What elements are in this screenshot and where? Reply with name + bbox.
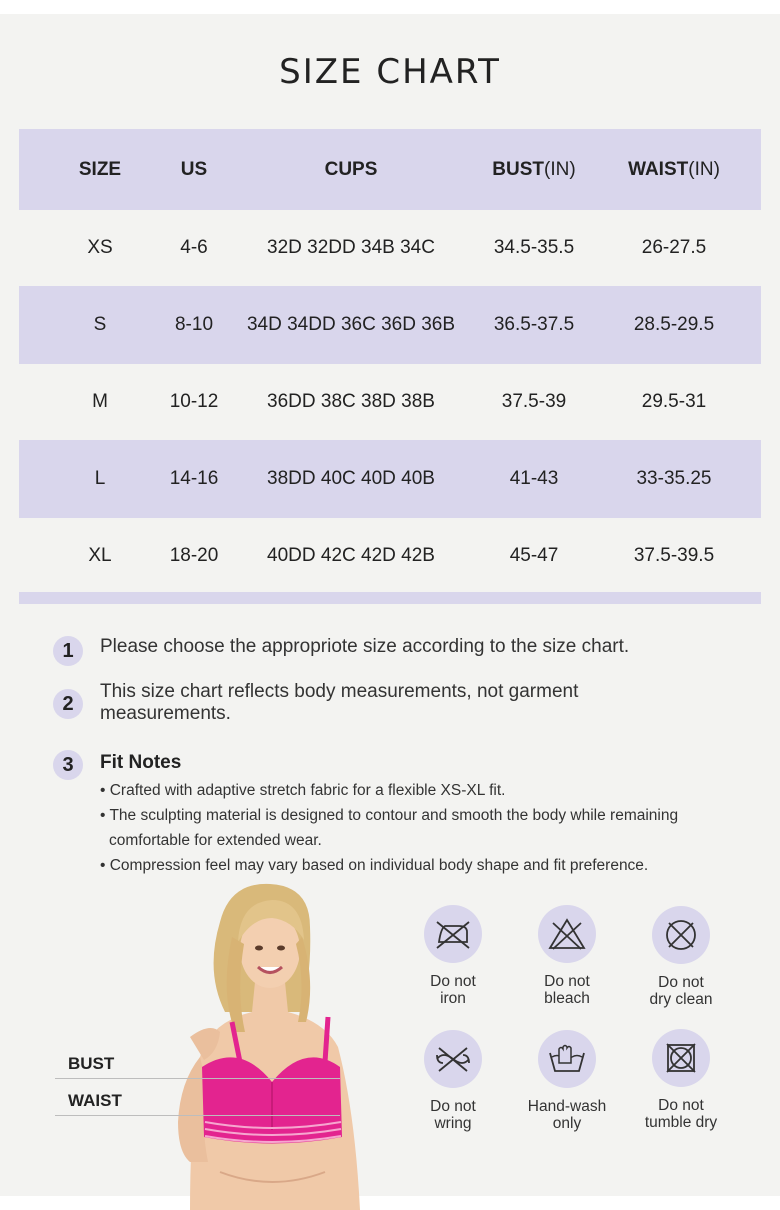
care-label: Do not dry clean xyxy=(649,974,713,1008)
table-row xyxy=(19,286,761,364)
cell-us: 18-20 xyxy=(169,545,219,566)
cell-size: XS xyxy=(87,237,113,258)
cell-cups: 38DD 40C 40D 40B xyxy=(267,468,435,489)
care-label: Do not iron xyxy=(430,973,476,1007)
fit-note-item: • Compression feel may vary based on individual body shape and fit preference. xyxy=(100,857,649,874)
care-label: Hand-wash only xyxy=(527,1098,607,1132)
cell-bust: 45-47 xyxy=(509,545,559,566)
cell-cups: 36DD 38C 38D 38B xyxy=(267,391,435,412)
note-number-badge: 2 xyxy=(53,689,83,719)
size-table xyxy=(19,129,761,594)
cell-size: S xyxy=(93,314,107,335)
no-iron-icon xyxy=(424,905,482,963)
cell-us: 10-12 xyxy=(169,391,219,412)
care-hand-wash xyxy=(507,1030,627,1132)
cell-waist: 29.5-31 xyxy=(641,391,707,412)
no-dry-clean-icon xyxy=(652,906,710,964)
cell-us: 4-6 xyxy=(180,237,208,258)
no-wring-icon xyxy=(424,1030,482,1088)
table-bottom-band xyxy=(19,592,761,604)
note-number-badge: 1 xyxy=(53,636,83,666)
no-tumble-dry-icon xyxy=(652,1029,710,1087)
header-us: US xyxy=(180,158,208,180)
cell-size: XL xyxy=(88,545,112,566)
bust-line xyxy=(55,1078,340,1079)
care-no-iron xyxy=(393,905,513,1007)
table-row xyxy=(19,364,761,440)
table-row xyxy=(19,210,761,286)
cell-waist: 33-35.25 xyxy=(636,468,712,489)
cell-bust: 41-43 xyxy=(509,468,559,489)
table-header-row xyxy=(19,129,761,210)
cell-bust: 37.5-39 xyxy=(501,391,567,412)
cell-size: L xyxy=(94,468,106,489)
care-no-dry-clean xyxy=(621,906,741,1008)
model-photo xyxy=(160,882,390,1210)
care-no-wring xyxy=(393,1030,513,1132)
header-cups: CUPS xyxy=(324,158,378,180)
cell-bust: 34.5-35.5 xyxy=(493,237,575,258)
fit-note-item: • The sculpting material is designed to contour and smooth the body while remaining comfortable for extended wear. xyxy=(100,807,679,849)
cell-cups: 32D 32DD 34B 34C xyxy=(267,237,435,258)
note-text: This size chart reflects body measurements, not garment measurements. xyxy=(100,681,579,724)
note-text: Please choose the appropriote size according to the size chart. xyxy=(100,636,630,657)
no-bleach-icon xyxy=(538,905,596,963)
cell-us: 14-16 xyxy=(169,468,219,489)
fit-note-item: • Crafted with adaptive stretch fabric for a flexible XS-XL fit. xyxy=(100,782,506,799)
fit-notes-list xyxy=(100,778,740,878)
waist-label: WAIST xyxy=(68,1091,122,1110)
table-row xyxy=(19,440,761,518)
header-size: SIZE xyxy=(78,158,122,180)
cell-bust: 36.5-37.5 xyxy=(493,314,575,335)
cell-us: 8-10 xyxy=(174,314,214,335)
care-label: Do not bleach xyxy=(544,973,590,1007)
care-label: Do not wring xyxy=(430,1098,476,1132)
hand-wash-icon xyxy=(538,1030,596,1088)
header-waist: WAIST (IN) xyxy=(628,158,720,180)
cell-cups: 34D 34DD 36C 36D 36B xyxy=(246,314,456,335)
cell-cups: 40DD 42C 42D 42B xyxy=(267,545,435,566)
page-title: SIZE CHART xyxy=(279,52,501,92)
cell-waist: 26-27.5 xyxy=(641,237,707,258)
header-bust: BUST (IN) xyxy=(492,158,576,180)
cell-size: M xyxy=(92,391,108,412)
waist-line xyxy=(55,1115,340,1116)
size-chart-page xyxy=(0,14,780,1196)
care-no-tumble-dry xyxy=(621,1029,741,1131)
fit-notes-title: Fit Notes xyxy=(100,752,182,773)
bust-label: BUST xyxy=(68,1054,115,1073)
cell-waist: 28.5-29.5 xyxy=(633,314,715,335)
care-no-bleach xyxy=(507,905,627,1007)
note-number-badge: 3 xyxy=(53,750,83,780)
table-row xyxy=(19,518,761,594)
care-label: Do not tumble dry xyxy=(644,1097,718,1131)
cell-waist: 37.5-39.5 xyxy=(633,545,715,566)
